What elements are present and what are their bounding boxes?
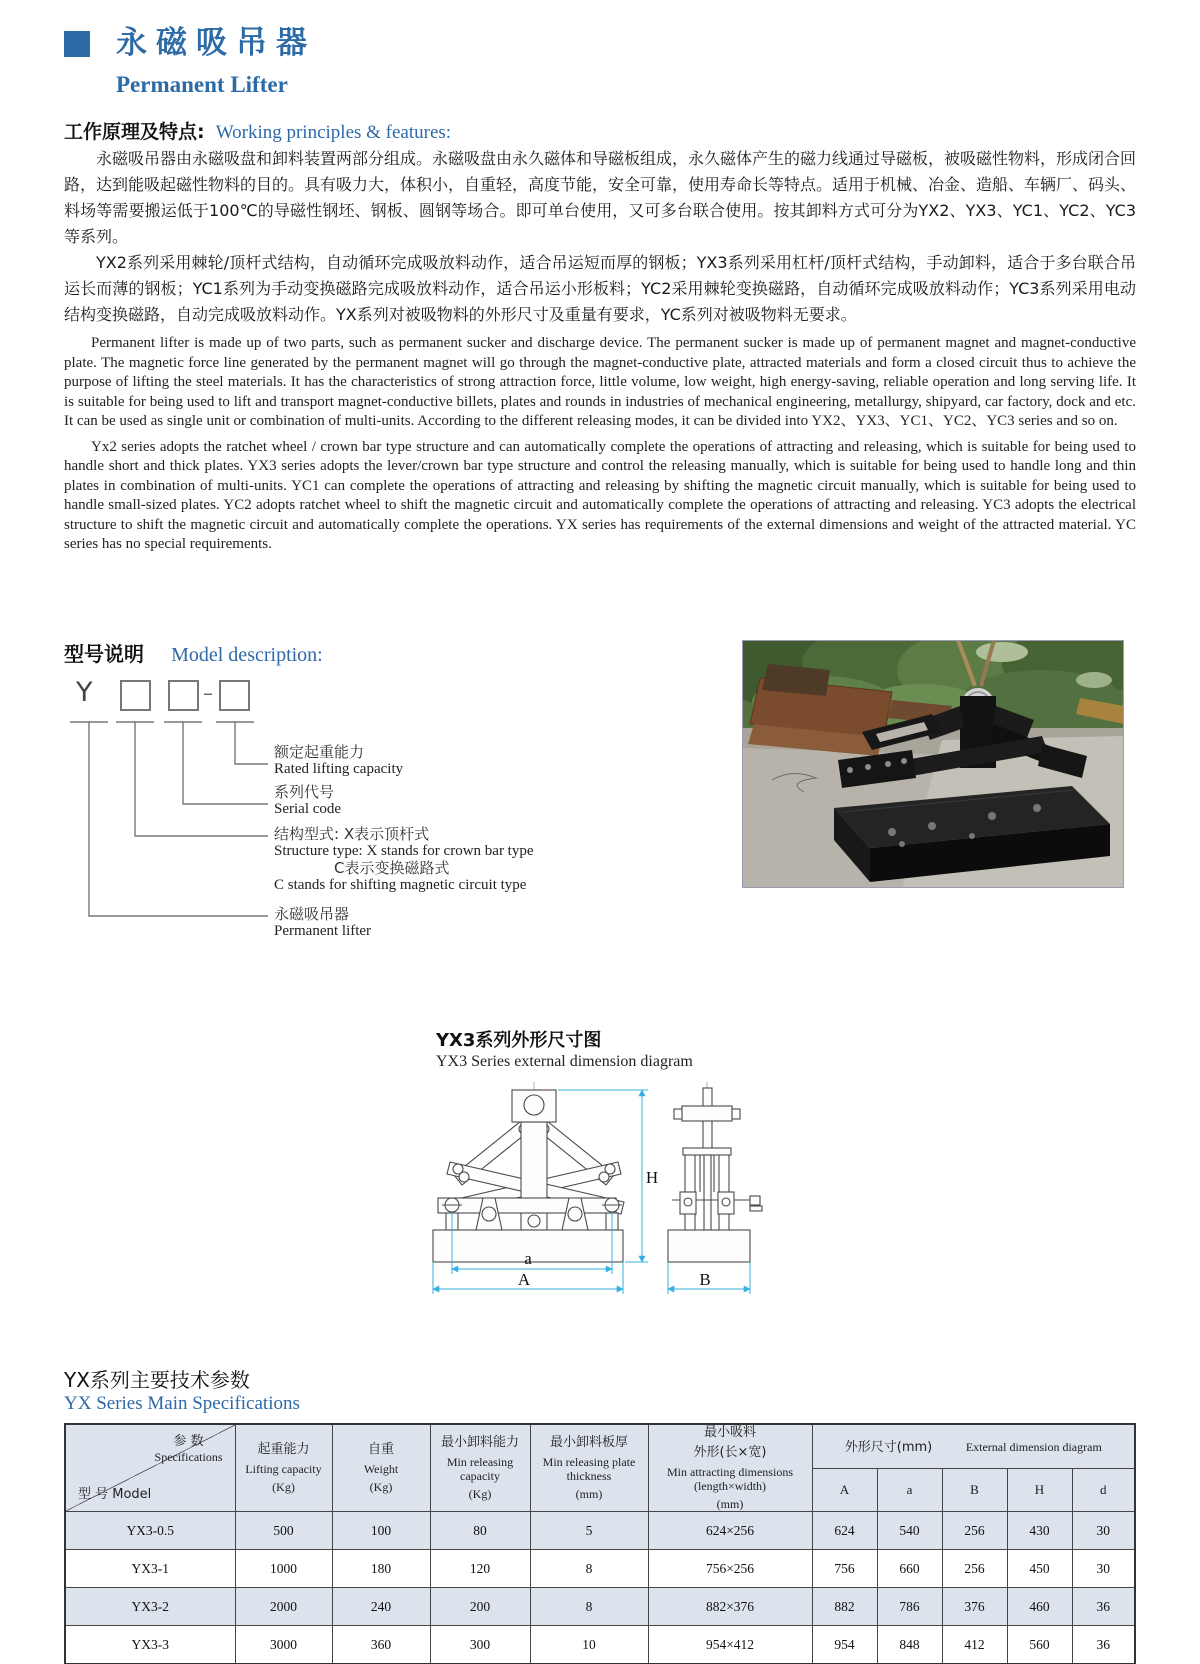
dim-label-h: H <box>645 1168 659 1187</box>
label-structure-en: Structure type: X stands for crown bar type <box>274 843 534 859</box>
cell-B: 376 <box>942 1588 1007 1626</box>
cell-lifting: 3000 <box>235 1626 332 1664</box>
yx3-diagram-title-zh: YX3系列外形尺寸图 <box>436 1030 602 1051</box>
cell-H: 460 <box>1007 1588 1072 1626</box>
dim-label-A: A <box>517 1270 531 1289</box>
col-min-plate-zh: 最小卸料板厚 <box>549 1435 628 1450</box>
label-lifter-en: Permanent lifter <box>274 923 372 939</box>
cell-A: 756 <box>812 1550 877 1588</box>
corner-header-cell <box>65 1424 235 1512</box>
cell-min-attracting: 756×256 <box>648 1550 812 1588</box>
label-rated-zh: 额定起重能力 <box>274 743 365 761</box>
cell-A: 882 <box>812 1588 877 1626</box>
cell-min-releasing: 80 <box>430 1512 530 1550</box>
working-principles-heading <box>64 117 451 144</box>
col-weight-en: Weight <box>363 1462 399 1476</box>
cell-A: 624 <box>812 1512 877 1550</box>
cell-lifting: 2000 <box>235 1588 332 1626</box>
page-title-zh: 永磁吸吊器 <box>116 25 316 61</box>
col-min-attracting-zh2: 外形(长×宽) <box>693 1445 767 1460</box>
corner-param-zh: 参 数 <box>173 1434 204 1449</box>
section-bullet-icon <box>64 31 90 57</box>
col-weight <box>332 1424 430 1512</box>
col-min-attracting <box>648 1424 812 1512</box>
cell-d: 30 <box>1072 1550 1135 1588</box>
table-row <box>65 1512 1135 1550</box>
dim-label-a: a <box>524 1249 532 1268</box>
cell-min-plate: 5 <box>530 1512 648 1550</box>
col-min-plate-en: Min releasing plate thickness <box>542 1455 636 1483</box>
model-heading-en: Model description: <box>171 644 323 666</box>
cell-min-releasing: 120 <box>430 1550 530 1588</box>
corner-model-label: 型 号 Model <box>78 1487 152 1502</box>
col-lifting-zh: 起重能力 <box>257 1442 310 1457</box>
doc-header <box>64 25 316 97</box>
cell-min-attracting: 882×376 <box>648 1588 812 1626</box>
model-code-box-3 <box>219 680 250 711</box>
col-weight-unit: (Kg) <box>369 1480 393 1494</box>
model-description-heading <box>64 638 323 667</box>
dim-label-B: B <box>699 1270 711 1289</box>
subcol-A: A <box>812 1468 877 1512</box>
corner-param-en: Specifications <box>154 1450 223 1464</box>
cell-lifting: 1000 <box>235 1550 332 1588</box>
label-structure-type <box>274 826 534 894</box>
cell-weight: 240 <box>332 1588 430 1626</box>
col-dims-zh: 外形尺寸(mm) <box>844 1440 933 1456</box>
zh-paragraph-1: 永磁吸吊器由永磁吸盘和卸料装置两部分组成。永磁吸盘由永久磁体和导磁板组成，永久磁体产生的磁力线通过导磁板，被吸磁性物料，形成闭合回路，达到能吸起磁性物料的目的。具有吸力大，体积小，自重轻，高度节能，安全可靠，使用寿命长等特点。适用于机械、冶金、造船、车辆厂、码头、料场等需要搬运低于100℃的导磁性钢坯、钢板、圆钢等场合。即可单台使用，又可多台联合使用。按其卸料方式可分为YX2、YX3、YC1、YC2、YC3等系列。 <box>64 149 1136 246</box>
cell-a: 848 <box>877 1626 942 1664</box>
label-rated-en: Rated lifting capacity <box>274 761 404 777</box>
yx3-diagram-title-en: YX3 Series external dimension diagram <box>436 1053 693 1070</box>
model-code-box-2 <box>168 680 199 711</box>
cell-min-releasing: 300 <box>430 1626 530 1664</box>
cell-min-attracting: 624×256 <box>648 1512 812 1550</box>
cell-H: 430 <box>1007 1512 1072 1550</box>
col-min-attracting-en2: (length×width) <box>693 1479 767 1493</box>
table-row <box>65 1588 1135 1626</box>
label-serial-zh: 系列代号 <box>274 783 335 801</box>
cell-a: 660 <box>877 1550 942 1588</box>
cell-weight: 180 <box>332 1550 430 1588</box>
cell-min-plate: 10 <box>530 1626 648 1664</box>
working-heading-zh: 工作原理及特点: <box>64 121 205 143</box>
working-principles-text <box>64 146 1136 555</box>
col-lifting-en: Lifting capacity <box>245 1462 322 1476</box>
col-min-attracting-unit: (mm) <box>716 1497 744 1511</box>
cell-a: 540 <box>877 1512 942 1550</box>
col-weight-zh: 自重 <box>367 1442 394 1457</box>
model-code-dash: – <box>203 681 213 705</box>
subcol-B: B <box>942 1468 1007 1512</box>
col-min-plate <box>530 1424 648 1512</box>
model-code-box-1 <box>120 680 151 711</box>
col-min-releasing-en: Min releasing capacity <box>446 1455 514 1483</box>
cell-min-plate: 8 <box>530 1588 648 1626</box>
label-lifter-zh: 永磁吸吊器 <box>274 905 350 923</box>
label-permanent-lifter <box>274 906 371 940</box>
label-rated-lifting-capacity <box>274 744 403 778</box>
cell-B: 256 <box>942 1550 1007 1588</box>
table-row <box>65 1626 1135 1664</box>
cell-min-attracting: 954×412 <box>648 1626 812 1664</box>
label-serial-code <box>274 784 341 818</box>
cell-weight: 360 <box>332 1626 430 1664</box>
col-min-releasing <box>430 1424 530 1512</box>
col-min-plate-unit: (mm) <box>575 1487 603 1501</box>
page-title-en: Permanent Lifter <box>116 72 288 97</box>
label-structure-zh: 结构型式: X表示顶杆式 <box>274 825 430 843</box>
cell-min-releasing: 200 <box>430 1588 530 1626</box>
cell-B: 256 <box>942 1512 1007 1550</box>
cell-A: 954 <box>812 1626 877 1664</box>
cell-weight: 100 <box>332 1512 430 1550</box>
cell-model: YX3-0.5 <box>65 1512 235 1550</box>
spec-title-en: YX Series Main Specifications <box>64 1393 300 1414</box>
yx3-dimension-section <box>398 1030 858 1340</box>
en-paragraph-2: Yx2 series adopts the ratchet wheel / crown bar type structure and can automatically complete the operations of attracting and releasing, which is suitable for being used to handle short and thick plates. YX3 series adopts the lever/crown bar type structure and control the releasing manually, which is suitable for being used to handle long and thin plates in combination of multi-units. YC1 can complete the operations of attracting and releasing by shifting the magnetic circuit manually, which is suitable for being used to handle small-sized plates. YC2 adopts ratchet wheel to shift the magnetic circuit and automatically complete the operations of attracting and releasing. YC3 adopts the electrical structure to shift the magnetic circuit and automatically complete the operations. YX series has requirements of the external dimensions and weight of the attracted material. YC series has no special requirements. <box>64 438 1136 552</box>
zh-paragraph-2: YX2系列采用棘轮/顶杆式结构，自动循环完成吸放料动作，适合吊运短而厚的钢板；YX3系列采用杠杆/顶杆式结构，手动卸料，适合于多台联合吊运长而薄的钢板；YC1系列为手动变换磁路完成吸放料动作，适合吊运小形板料；YC2采用棘轮变换磁路，自动循环完成吸放料动作；YC3系列采用电动结构变换磁路，自动完成吸放料动作。YX系列对被吸物料的外形尺寸及重量有要求，YC系列对被吸物料无要求。 <box>64 253 1136 324</box>
cell-a: 786 <box>877 1588 942 1626</box>
cell-model: YX3-1 <box>65 1550 235 1588</box>
spec-table <box>64 1423 1136 1664</box>
spec-title-zh: YX系列主要技术参数 <box>64 1368 250 1392</box>
col-external-dimensions-group <box>812 1424 1135 1468</box>
col-lifting-unit: (Kg) <box>272 1480 295 1494</box>
subcol-H: H <box>1007 1468 1072 1512</box>
subcol-a: a <box>877 1468 942 1512</box>
subcol-d: d <box>1072 1468 1135 1512</box>
cell-d: 36 <box>1072 1588 1135 1626</box>
col-min-attracting-en: Min attracting dimensions <box>667 1465 793 1479</box>
label-serial-en: Serial code <box>274 801 342 817</box>
col-dims-en: External dimension diagram <box>965 1440 1102 1455</box>
col-min-attracting-zh: 最小吸料 <box>703 1425 756 1440</box>
working-heading-en: Working principles & features: <box>215 122 452 143</box>
cell-B: 412 <box>942 1626 1007 1664</box>
model-code-letter: Y <box>76 677 93 708</box>
yx3-technical-drawing <box>398 1080 838 1310</box>
model-code-diagram <box>68 676 608 954</box>
cell-min-plate: 8 <box>530 1550 648 1588</box>
model-description-section <box>64 638 1136 958</box>
label-structure-en2: C stands for shifting magnetic circuit type <box>274 877 527 893</box>
cell-model: YX3-2 <box>65 1588 235 1626</box>
cell-d: 36 <box>1072 1626 1135 1664</box>
col-lifting-capacity <box>235 1424 332 1512</box>
model-heading-zh: 型号说明 <box>64 642 144 666</box>
product-photo <box>742 640 1124 888</box>
col-min-releasing-unit: (Kg) <box>468 1487 492 1501</box>
en-paragraph-1: Permanent lifter is made up of two parts, such as permanent sucker and discharge device. The permanent sucker is made up of permanent magnet and magnet-conductive plate. The magnetic force line generated by the permanent magnet will go through the magnet-conductive plate, attracted materials and form a closed circuit thus to achieve the purpose of lifting the steel materials. It has the characteristics of strong attraction force, little volume, low weight, high energy-saving, reliable operation and long serving life. It is suitable for being used to lift and transport magnet-conductive billets, plates and rounds in industries of mechanical engineering, metallurgy, shipyard, car factory, dock and etc. It can be used as single unit or combination of multi-units. According to the different releasing modes, it can be divided into YX2、YX3、YC1、YC2、YC3 series and so on. <box>64 335 1136 429</box>
col-min-releasing-zh: 最小卸料能力 <box>440 1435 519 1450</box>
cell-model: YX3-3 <box>65 1626 235 1664</box>
cell-H: 560 <box>1007 1626 1072 1664</box>
table-row <box>65 1550 1135 1588</box>
cell-H: 450 <box>1007 1550 1072 1588</box>
cell-d: 30 <box>1072 1512 1135 1550</box>
spec-table-section <box>64 1368 1136 1664</box>
label-structure-zh2: C表示变换磁路式 <box>334 859 450 877</box>
cell-lifting: 500 <box>235 1512 332 1550</box>
